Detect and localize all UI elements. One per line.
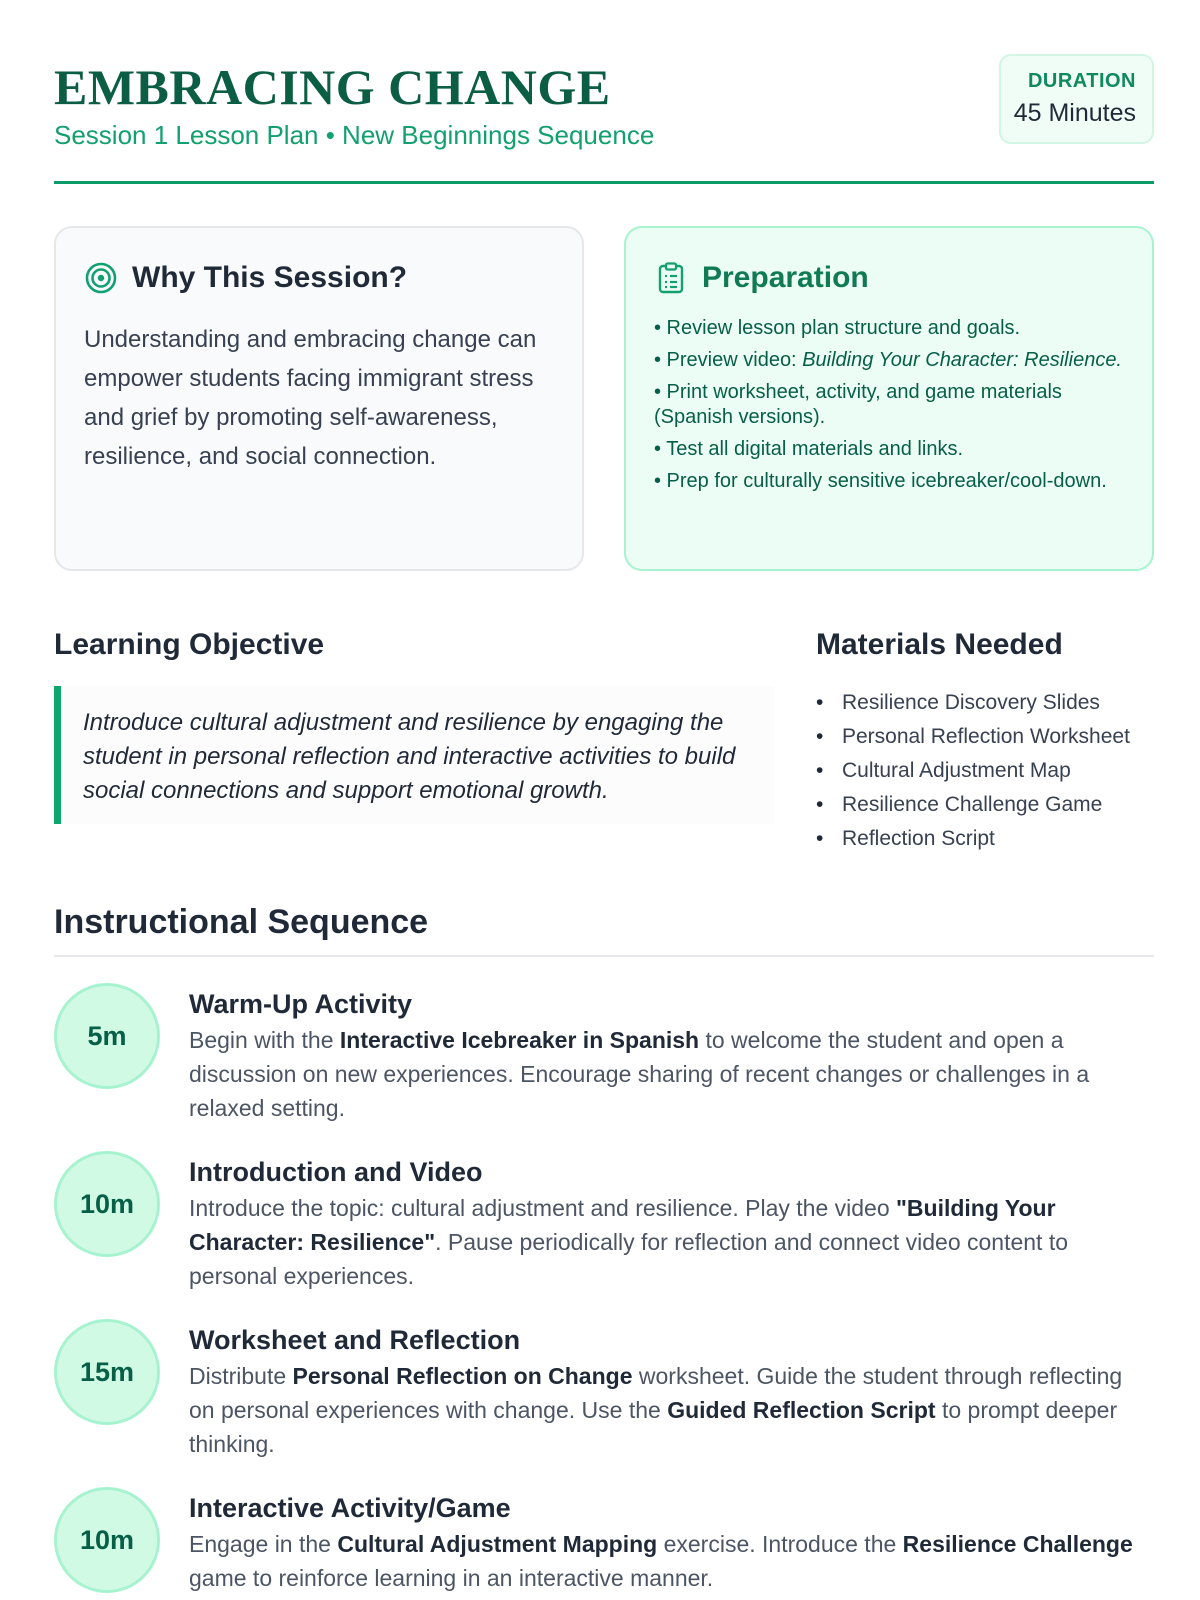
- list-item: • Cultural Adjustment Map: [816, 754, 1130, 788]
- duration-label: DURATION: [1027, 70, 1136, 92]
- objective-quote: [54, 686, 774, 824]
- step-text: . Pause periodically for reflection and connect video content to personal experiences.: [189, 1229, 1069, 1289]
- step-duration-badge: 10m: [54, 1487, 160, 1593]
- step-duration-badge: 15m: [54, 1319, 160, 1425]
- step-text: Begin with the: [189, 1027, 340, 1053]
- section-divider: [54, 955, 1154, 957]
- step-text: to prompt deeper thinking.: [189, 1397, 1118, 1457]
- sequence-heading: Instructional Sequence: [54, 903, 429, 941]
- prep-item-video-title: Building Your Character: Resilience.: [802, 349, 1122, 371]
- target-icon: [84, 261, 118, 295]
- why-title: Why This Session?: [132, 261, 408, 294]
- step-key-term: Resilience Challenge: [902, 1531, 1133, 1557]
- step-key-term: Personal Reflection on Change: [292, 1363, 633, 1389]
- list-item: • Personal Reflection Worksheet: [816, 720, 1130, 754]
- list-item: • Prep for culturally sensitive icebreaker/cool-down.: [654, 470, 1107, 492]
- step-title: Interactive Activity/Game: [189, 1493, 511, 1523]
- list-item: • Resilience Challenge Game: [816, 788, 1130, 822]
- materials-list: [816, 686, 1130, 856]
- step-description: [189, 1527, 1154, 1595]
- step-duration-badge: 10m: [54, 1151, 160, 1257]
- list-item: [654, 348, 1124, 373]
- list-item: • Print worksheet, activity, and game materials (Spanish versions).: [654, 381, 1062, 428]
- list-item: • Review lesson plan structure and goals.: [654, 317, 1021, 339]
- step-text: game to reinforce learning in an interactive manner.: [189, 1565, 714, 1591]
- step-description: [189, 1359, 1154, 1461]
- step-text: worksheet. Guide the student through reflecting on personal experiences with change. Use the: [189, 1363, 1123, 1423]
- why-card: [54, 226, 584, 571]
- preparation-title: Preparation: [702, 261, 869, 294]
- step-title: Worksheet and Reflection: [189, 1325, 521, 1355]
- objective-text: Introduce cultural adjustment and resilience by engaging the student in personal reflection and interactive activities to build social connections and support emotional growth.: [83, 709, 736, 804]
- step-description: [189, 1191, 1154, 1293]
- step-duration-badge: 5m: [54, 983, 160, 1089]
- step-text: Distribute: [189, 1363, 293, 1389]
- why-text: Understanding and embracing change can empower students facing immigrant stress and grief by promoting self-awareness, resilience, and social connection.: [84, 326, 537, 470]
- step-text: exercise. Introduce the: [657, 1531, 903, 1557]
- duration-value: 45 Minutes: [1013, 99, 1136, 127]
- prep-item-prefix: • Preview video:: [654, 349, 803, 371]
- preparation-list: [654, 316, 1124, 494]
- clipboard-icon: [654, 261, 688, 295]
- step-key-term: Cultural Adjustment Mapping: [337, 1531, 658, 1557]
- list-item: • Resilience Discovery Slides: [816, 686, 1130, 720]
- page-header: [54, 54, 1154, 184]
- page-subtitle: Session 1 Lesson Plan • New Beginnings Sequence: [54, 120, 655, 150]
- step-description: [189, 1023, 1154, 1125]
- step-text: Introduce the topic: cultural adjustment and resilience. Play the video: [189, 1195, 897, 1221]
- duration-badge: [999, 54, 1154, 144]
- objective-heading: Learning Objective: [54, 628, 325, 661]
- step-text: to welcome the student and open a discussion on new experiences. Encourage sharing of recent changes or challenges in a relaxed setting.: [189, 1027, 1090, 1121]
- step-title: Warm-Up Activity: [189, 989, 413, 1019]
- step-key-term: "Building Your Character: Resilience": [189, 1195, 1056, 1255]
- step-title: Introduction and Video: [189, 1157, 483, 1187]
- step-text: Engage in the: [189, 1531, 338, 1557]
- list-item: • Reflection Script: [816, 822, 1130, 856]
- page-title: EMBRACING CHANGE: [54, 59, 611, 115]
- preparation-card: [624, 226, 1154, 571]
- list-item: • Test all digital materials and links.: [654, 438, 963, 460]
- step-key-term: Interactive Icebreaker in Spanish: [339, 1027, 700, 1053]
- materials-heading: Materials Needed: [816, 628, 1063, 661]
- step-key-term: Guided Reflection Script: [667, 1397, 936, 1423]
